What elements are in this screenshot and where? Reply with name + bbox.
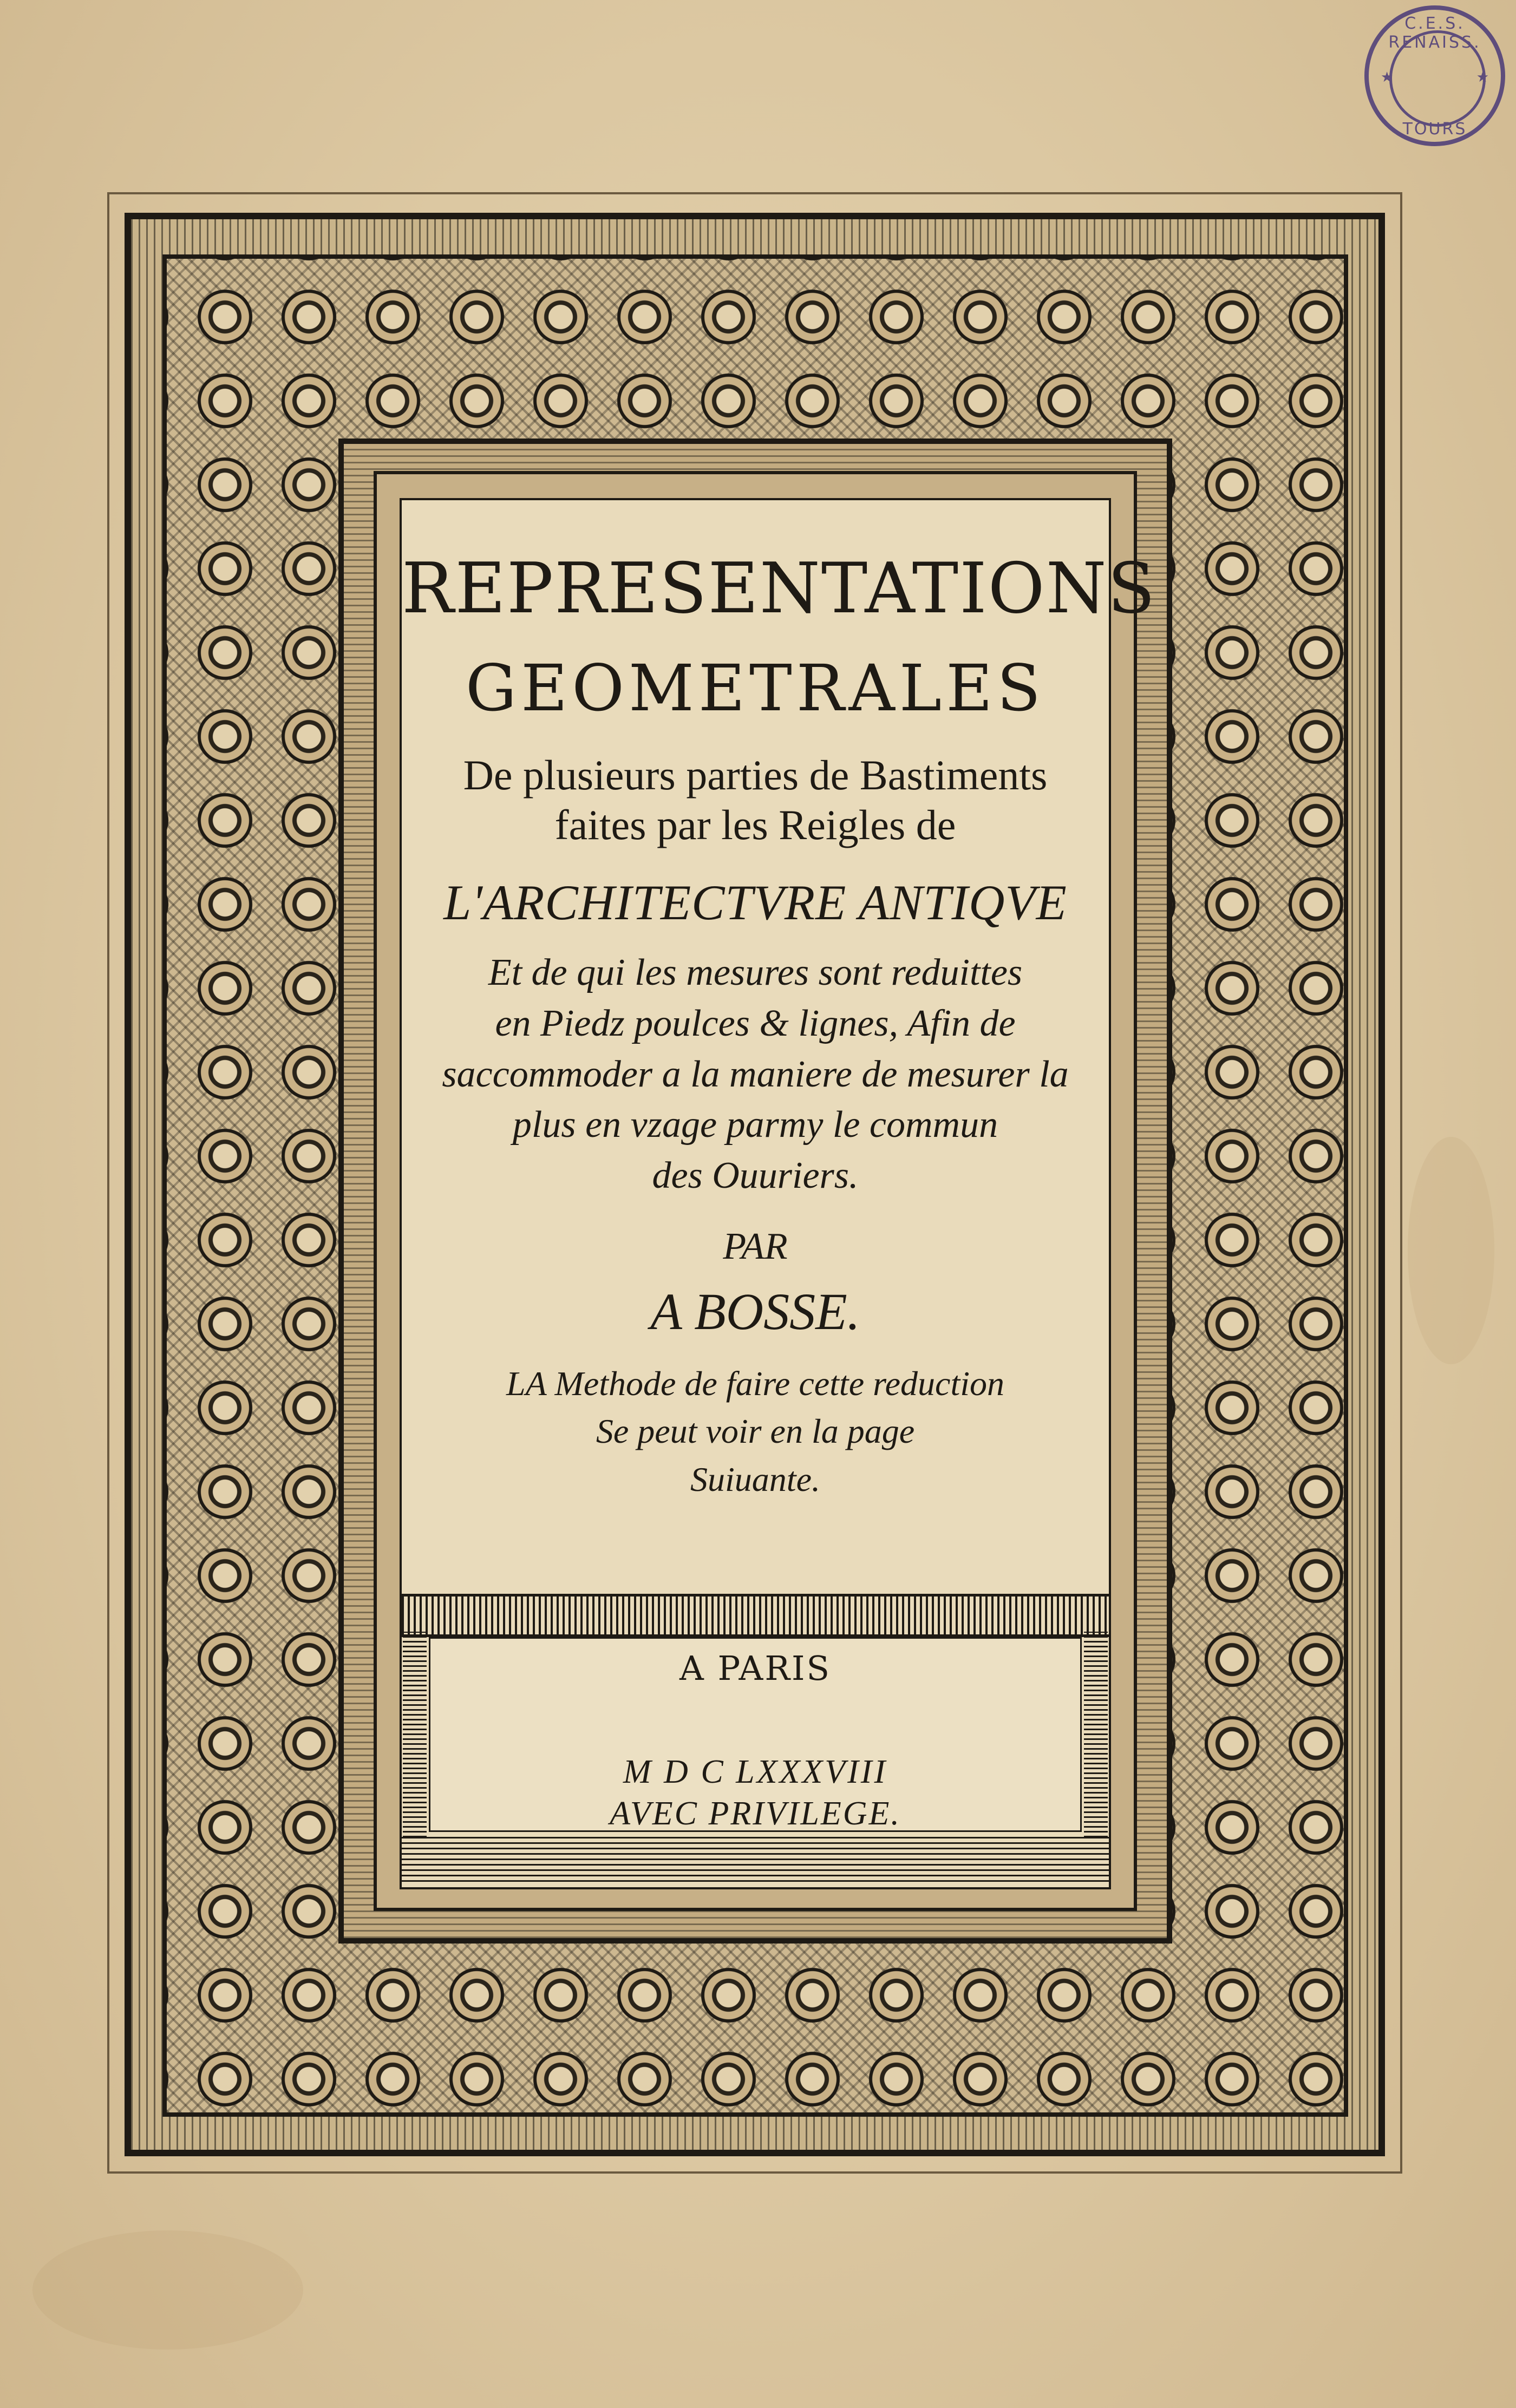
title-block [402,548,1156,1503]
paper-stain [32,2230,303,2350]
stamp-top-text: C.E.S. RENAISS. [1388,14,1481,52]
method-line-2: Se peut voir en la page [596,1412,915,1451]
title-panel [400,498,1156,1889]
stamp-bottom-text: TOURS [1402,120,1467,139]
subtitle-line-2: faites par les Reigles de [554,801,956,849]
star-icon: ★ [1381,69,1394,86]
imprint-city: A PARIS [679,1648,831,1688]
imprint-hatch-left [403,1632,427,1837]
description [402,947,1109,1201]
paper-stain [1408,1137,1494,1364]
imprint-year: M D C LXXXVIII [623,1753,888,1790]
by-label: PAR [723,1226,788,1268]
architecture-line: L'ARCHITECTVRE ANTIQVE [443,875,1067,931]
star-icon: ★ [1476,69,1489,86]
heading-line-2: GEOMETRALES [465,651,1045,725]
description-line-1: Et de qui les mesures sont reduittes [488,952,1023,994]
method-line-1: LA Methode de faire cette reduction [506,1364,1005,1403]
author-name: A BOSSE. [650,1282,860,1341]
subtitle-line-1: De plusieurs parties de Bastiments [463,751,1048,799]
imprint-hatch-bottom [402,1833,1109,1882]
description-line-2: en Piedz poulces & lignes, Afin de [495,1002,1016,1044]
subtitle [402,750,1109,850]
method-line-3: Suiuante. [690,1460,820,1499]
imprint-hatched-bar [402,1594,1109,1637]
imprint-hatch-right [1084,1632,1108,1837]
description-line-4: plus en vzage parmy le commun [512,1104,998,1146]
heading-line-1: REPRESENTATIONS [402,548,1156,629]
description-line-3: saccommoder a la maniere de mesurer la [442,1053,1069,1095]
imprint-box [429,1637,1082,1832]
imprint-privilege: AVEC PRIVILEGE. [610,1795,901,1832]
method-note [402,1360,1109,1503]
library-stamp [1364,5,1505,146]
description-line-5: des Ouuriers. [652,1155,859,1197]
